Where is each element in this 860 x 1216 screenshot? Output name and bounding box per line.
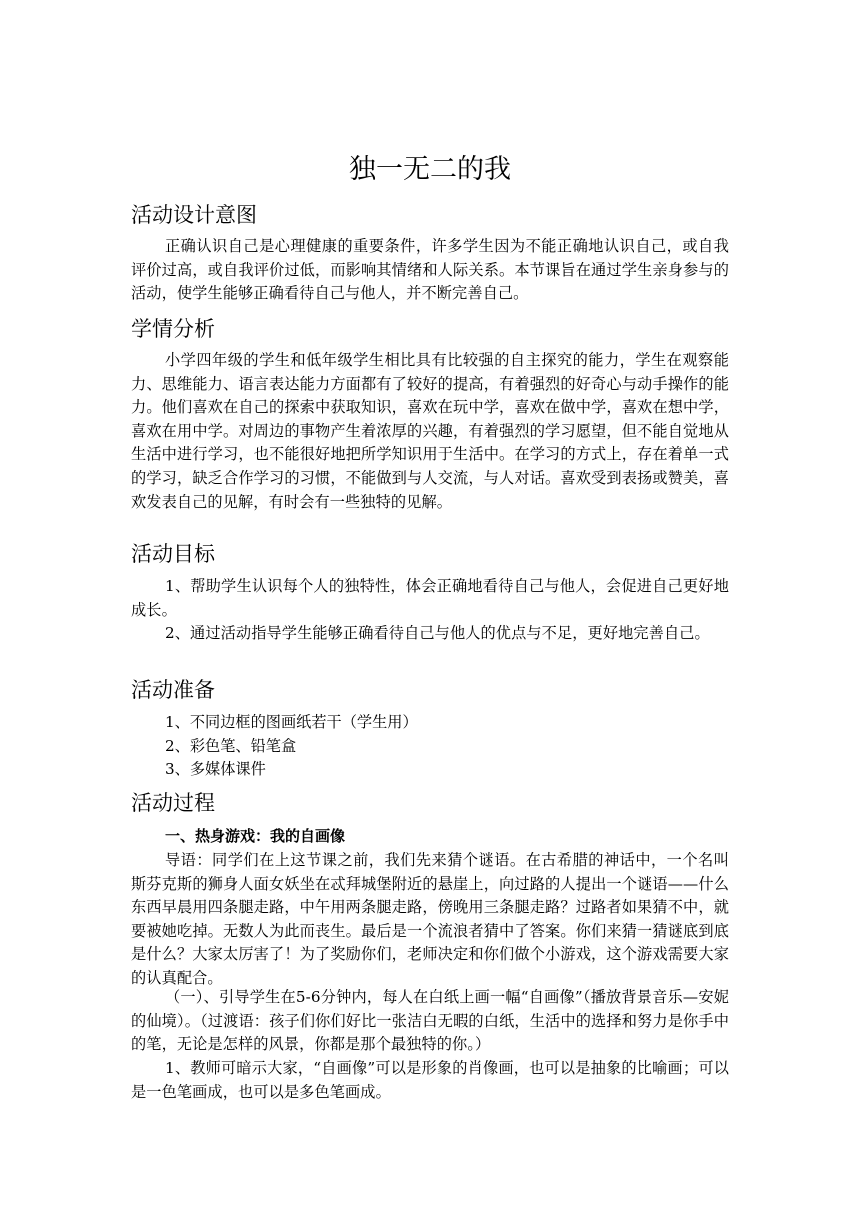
paragraph-learner-analysis: 小学四年级的学生和低年级学生相比具有比较强的自主探究的能力，学生在观察能力、思维能力、语言表达能力方面都有了较好的提高，有着强烈的好奇心与动手操作的能力。他们喜欢在自己的探索中获取知识，喜欢在玩中学，喜欢在做中学，喜欢在想中学，喜欢在用中学。对周边的事物产生着浓厚的兴趣，有着强烈的学习愿望，但不能自觉地从生活中进行学习，也不能很好地把所学知识用于生活中。在学习的方式上，存在着单一式的学习，缺乏合作学习的习惯，不能做到与人交流，与人对话。喜欢受到表扬或赞美，喜欢发表自己的见解，有时会有一些独特的见解。 xyxy=(131,351,729,511)
heading-activity-goals: 活动目标 xyxy=(131,542,215,566)
heading-learner-analysis: 学情分析 xyxy=(131,317,215,341)
paragraph-intro: 导语：同学们在上这节课之前，我们先来猜个谜语。在古希腊的神话中，一个名叫斯芬克斯的狮身人面女妖坐在忒拜城堡附近的悬崖上，向过路的人提出一个谜语——什么东西早晨用四条腿走路，中午用两条腿走路，傍晚用三条腿走路？过路者如果猜不中，就要被她吃掉。无数人为此而丧生。最后是一个流浪者猜中了答案。你们来猜一猜谜底到底是什么？大家太厉害了！为了奖励你们，老师决定和你们做个小游戏，这个游戏需要大家的认真配合。 xyxy=(131,851,729,987)
paragraph-design-intent: 正确认识自己是心理健康的重要条件，许多学生因为不能正确地认识自己，或自我评价过高，或自我评价过低，而影响其情绪和人际关系。本节课旨在通过学生亲身参与的活动，使学生能够正确看待自己与他人，并不断完善自己。 xyxy=(131,237,729,303)
document-title: 独一无二的我 xyxy=(349,154,511,185)
paragraph-hint: 1、教师可暗示大家，“自画像”可以是形象的肖像画，也可以是抽象的比喻画；可以是一色笔画成，也可以是多色笔画成。 xyxy=(131,1059,729,1101)
subheading-warmup-game: 一、热身游戏：我的自画像 xyxy=(165,827,346,845)
prep-item-2: 2、彩色笔、铅笔盒 xyxy=(165,737,297,755)
goal-item-2: 2、通过活动指导学生能够正确看待自己与他人的优点与不足，更好地完善自己。 xyxy=(165,624,710,642)
prep-item-3: 3、多媒体课件 xyxy=(165,760,266,778)
prep-item-1: 1、不同边框的图画纸若干（学生用） xyxy=(165,713,418,731)
heading-activity-prep: 活动准备 xyxy=(131,678,215,702)
heading-design-intent: 活动设计意图 xyxy=(131,203,257,227)
heading-activity-process: 活动过程 xyxy=(131,791,215,815)
goal-item-1: 1、帮助学生认识每个人的独特性，体会正确地看待自己与他人，会促进自己更好地成长。 xyxy=(131,577,729,619)
paragraph-step-one: （一）、引导学生在5-6分钟内，每人在白纸上画一幅“自画像”（播放背景音乐—安妮的仙境）。（过渡语：孩子们你们好比一张洁白无暇的白纸，生活中的选择和努力是你手中的笔，无论是怎样的风景，你都是那个最独特的你。） xyxy=(131,988,729,1054)
